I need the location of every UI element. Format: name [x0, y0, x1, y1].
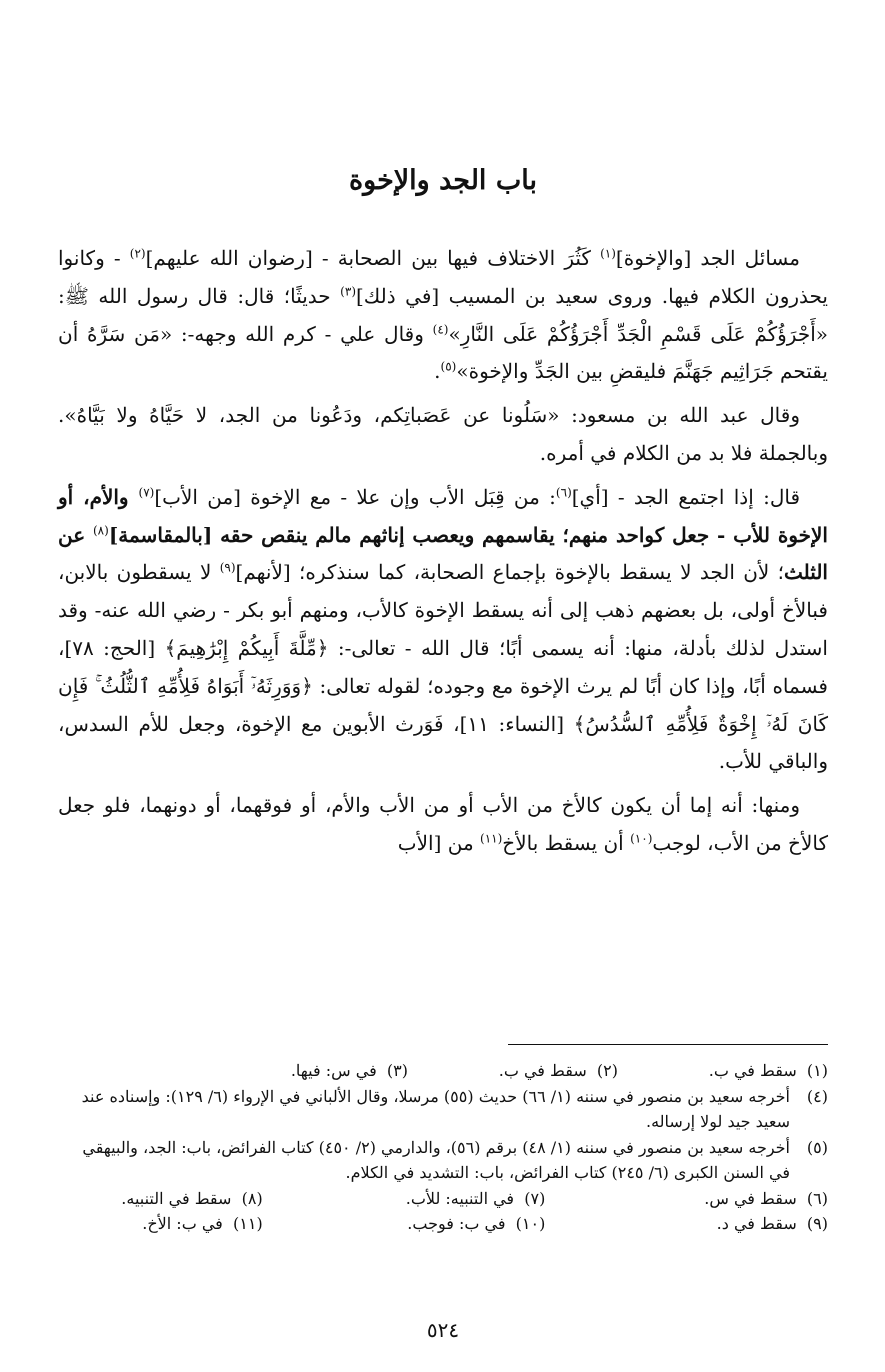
page-number: ٥٢٤: [426, 1318, 460, 1342]
footnote: [58, 1211, 263, 1237]
footnote-number: (٥): [806, 1137, 828, 1157]
text-span: مسائل الجد [والإخوة]: [615, 246, 800, 270]
footnotes: [58, 1058, 828, 1237]
chapter-title: باب الجد والإخوة: [348, 165, 537, 196]
footnote: [198, 1058, 408, 1084]
footnote-text: أخرجه سعيد بن منصور في سننه (١/ ٤٨) برقم (٥٦)، والدارمي (٢/ ٤٥٠) كتاب الفرائض، باب: الجد، والبيهقي في السنن الكبرى (٦/ ٢٤٥) كتاب الفرائض، باب: التشديد في الكلام.: [82, 1137, 790, 1182]
text-span: كَثُرَ الاختلاف فيها بين الصحابة - [رضوان الله عليهم]: [145, 246, 601, 270]
footnote-number: (١٠): [515, 1214, 546, 1233]
footnote-text: سقط في د.: [716, 1214, 797, 1233]
footnote-number: (٦): [806, 1188, 828, 1208]
footnote-ref-11: (١١): [480, 831, 503, 846]
text-span: وقال علي - كرم الله وجهه-: «مَن سَرَّهُ أن يقتحم جَرَاثِيم جَهَنَّمَ فليقضِ بين الجَدِّ والإخوة»: [58, 321, 828, 384]
book-page: [58, 0, 828, 1372]
footnote-number: (٩): [806, 1214, 828, 1233]
footnote-ref-10: (١٠): [630, 831, 653, 846]
footnote-ref-2: (٢): [129, 246, 146, 261]
footnote-number: (٨): [241, 1188, 263, 1208]
footnote-row: [58, 1211, 828, 1237]
footnote-number: (٣): [386, 1061, 408, 1080]
paragraph-1: [58, 240, 828, 391]
footnote-ref-3: (٣): [340, 284, 356, 299]
footnote-number: (١١): [233, 1214, 263, 1233]
footnote: [263, 1186, 546, 1212]
footnote: [263, 1211, 546, 1237]
main-text: [58, 240, 828, 863]
footnote-row: [58, 1186, 828, 1212]
footnote-ref-1: (١): [600, 246, 616, 261]
footnote-text: في ب: فوجب.: [407, 1214, 506, 1233]
footnote: [545, 1186, 828, 1212]
paragraph-4: [58, 787, 828, 863]
text-span: - وكانوا يحذرون الكلام فيها. وروى سعيد بن المسيب [في ذلك]: [58, 246, 828, 308]
footnote-separator: [508, 1044, 828, 1045]
footnote-number: (٧): [524, 1188, 546, 1208]
footnote: [408, 1058, 618, 1084]
footnote: [58, 1084, 828, 1135]
footnote: [618, 1058, 828, 1084]
footnote-number: (١): [806, 1061, 828, 1080]
footnote-ref-5: (٥): [440, 359, 457, 374]
text-span: ومنها: أنه إما أن يكون كالأخ من الأب أو من الأب والأم، أو فوقهما، أو دونهما، فلو جعل كالأخ من الأب، لوجب: [58, 793, 828, 855]
text-span: قال: إذا اجتمع الجد - [أي]: [571, 484, 800, 509]
footnote-number: (٤): [806, 1086, 828, 1106]
matn-bold: والأم، أو الإخوة للأب - جعل كواحد منهم؛ يقاسمهم ويعصب إناثهم مالم ينقص حقه [بالمقاسمة]: [58, 484, 828, 547]
footnote: [58, 1186, 263, 1212]
footnote-text: أخرجه سعيد بن منصور في سننه (١/ ٦٦) حديث (٥٥) مرسلا، وقال الألباني في الإرواء (٦/ ١٢٩): وإسناده عند سعيد جيد لولا إرساله.: [81, 1086, 790, 1131]
footnote-number: (٢): [596, 1061, 618, 1080]
footnote-text: في ب: الأخ.: [142, 1214, 223, 1233]
footnote-text: سقط في ب.: [498, 1061, 587, 1080]
text-span: لا يسقطون بالابن، فبالأخ أولى، بل بعضهم ذهب إلى أنه يسقط الإخوة كالأب، ومنهم أبو بكر - رضي الله عنه- وقد استدل لذلك بأدلة، منها: أنه يسمى أبًا؛ قال الله - تعالى-: ﴿مِّلَّةَ أَبِيكُمْ إِبْرَٰهِيمَ﴾ [الحج: ٧٨]، فسماه أبًا، وإذا كان أبًا لم يرث الإخوة مع وجوده؛ لقوله تعالى: ﴿وَوَرِثَهُۥٓ أَبَوَاهُ فَلِأُمِّهِ ٱلثُّلُثُ ۚ فَإِن كَانَ لَهُۥٓ إِخْوَةٌ فَلِأُمِّهِ ٱلسُّدُسُ﴾ [النساء: ١١]، فَوَرث الأبوين مع الإخوة، وجعل للأم السدس، والباقي للأب.: [58, 560, 829, 774]
footnote-row: [58, 1058, 828, 1084]
paragraph-2: وقال عبد الله بن مسعود: «سَلُونا عن عَصَباتِكم، ودَعُونا من الجد، لا حَيَّاهُ ولا بَيَّاهُ». وبالجملة فلا بد من الكلام في أمره.: [58, 403, 828, 465]
text-span: ؛ لأن الجد لا يسقط بالإخوة بإجماع الصحابة، كما سنذكره؛ [لأنهم]: [235, 560, 785, 585]
matn-bold: عن الثلث: [58, 522, 828, 585]
text-span: .: [434, 359, 441, 384]
footnote-text: سقط في س.: [704, 1188, 797, 1208]
footnote: [58, 1135, 828, 1186]
footnote-ref-4: (٤): [432, 321, 449, 336]
footnote-text: سقط في ب.: [708, 1061, 797, 1080]
footnote-ref-6: (٦): [555, 485, 572, 500]
footnote-ref-9: (٩): [219, 560, 236, 575]
hadith-quote: حديثًا؛ قال: قال رسول الله ﷺ: «أَجْرَؤُكُمْ عَلَى قَسْمِ الْجَدِّ أَجْرَؤُكُمْ عَلَى النَّارِ»: [58, 283, 829, 346]
footnote: [545, 1211, 828, 1237]
text-span: : من قِبَل الأب وإن علا - مع الإخوة [من الأب]: [154, 484, 556, 509]
footnote-ref-8: (٨): [92, 522, 109, 537]
footnote-text: في التنبيه: للأب.: [405, 1188, 515, 1208]
footnote-text: سقط في التنبيه.: [121, 1188, 232, 1208]
paragraph-3: [58, 479, 828, 781]
text-span: أن يسقط بالأخ: [502, 830, 631, 855]
footnote-text: في س: فيها.: [290, 1061, 377, 1080]
text-span: من [الأب: [397, 830, 481, 855]
footnote-ref-7: (٧): [138, 485, 155, 500]
